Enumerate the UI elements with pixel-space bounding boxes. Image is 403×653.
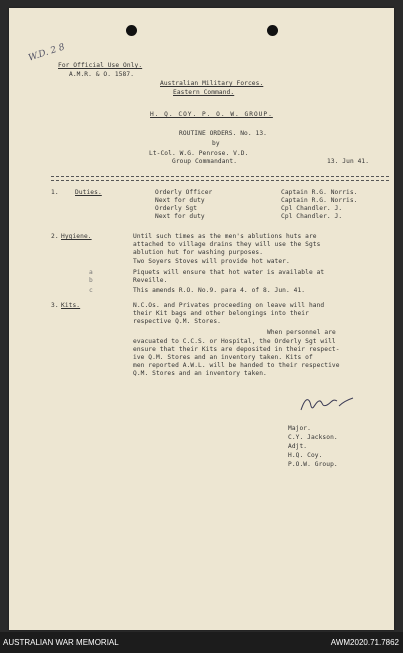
divider: [51, 176, 389, 177]
margin-note: W.D. 2 8: [27, 42, 67, 64]
document-page: [9, 8, 394, 630]
footer-accession: AWM2020.71.7862: [330, 638, 399, 647]
section-number: 3.: [51, 302, 59, 309]
commander-name: Lt-Col. W.G. Penrose. V.D.: [149, 150, 249, 157]
duty-person: Cpl Chandler. J.: [281, 213, 343, 220]
org-name: Australian Military Forces.: [160, 80, 264, 87]
punch-hole: [267, 25, 278, 36]
order-date: 13. Jun 41.: [327, 158, 370, 165]
orders-title: ROUTINE ORDERS. No. 13.: [179, 130, 267, 137]
official-use-line: For Official Use Only.: [58, 62, 143, 69]
body-line: evacuated to C.C.S. or Hospital, the Orderly Sgt will: [133, 338, 336, 345]
section-heading: Hygiene.: [61, 233, 92, 240]
duty-person: Captain R.G. Norris.: [281, 189, 358, 196]
duty-role: Orderly Officer: [155, 189, 213, 196]
body-line: respective Q.M. Stores.: [133, 318, 221, 325]
commander-role: Group Commandant.: [172, 158, 238, 165]
by-line: by: [212, 140, 220, 147]
duty-role: Next for duty: [155, 197, 205, 204]
body-line: ive Q.M. Stores and an inventory taken. Kits of: [133, 354, 313, 361]
section-number: 1.: [51, 189, 59, 196]
footer-institution: AUSTRALIAN WAR MEMORIAL: [3, 638, 119, 647]
signature: [297, 392, 357, 416]
section-heading: Kits.: [61, 302, 81, 309]
body-line: men reported A.W.L. will be handed to their respective: [133, 362, 340, 369]
duty-role: Next for duty: [155, 213, 205, 220]
official-ref-line: A.M.R. & O. 1587.: [69, 71, 135, 78]
section-number: 2.: [51, 233, 59, 240]
punch-hole: [126, 25, 137, 36]
archive-footer: [0, 632, 403, 653]
body-line: their Kit bags and other belongings into their: [133, 310, 309, 317]
duty-person: Captain R.G. Norris.: [281, 197, 358, 204]
body-line: Piquets will ensure that hot water is available at: [133, 269, 325, 276]
side-mark: a: [89, 269, 93, 276]
duty-person: Cpl Chandler. J.: [281, 205, 343, 212]
command-name: Eastern Command.: [173, 89, 235, 96]
section-heading: Duties.: [75, 189, 102, 196]
body-line: Q.M. Stores and an inventory taken.: [133, 370, 267, 377]
divider: [51, 180, 389, 181]
body-line: Reveille.: [133, 277, 168, 284]
body-line: attached to village drains they will use the Sgts: [133, 241, 321, 248]
signature-line: P.O.W. Group.: [288, 461, 338, 468]
duty-role: Orderly Sgt: [155, 205, 198, 212]
body-line: When personnel are: [267, 329, 336, 336]
signature-line: Major.: [288, 425, 311, 432]
side-mark: c: [89, 287, 93, 294]
signature-line: H.Q. Coy.: [288, 452, 323, 459]
side-mark: b: [89, 277, 93, 284]
body-line: ablution hut for washing purposes.: [133, 249, 264, 256]
body-line: Until such times as the men's ablutions huts are: [133, 233, 317, 240]
body-line: N.C.Os. and Privates proceeding on leave will hand: [133, 302, 325, 309]
unit-heading: H. Q. COY. P. O. W. GROUP.: [150, 111, 273, 118]
body-line: ensure that their Kits are deposited in their respect-: [133, 346, 340, 353]
signature-line: C.Y. Jackson.: [288, 434, 338, 441]
body-line: This amends R.O. No.9. para 4. of 8. Jun. 41.: [133, 287, 306, 294]
body-line: Two Soyers Stoves will provide hot water.: [133, 258, 290, 265]
signature-line: Adjt.: [288, 443, 308, 450]
